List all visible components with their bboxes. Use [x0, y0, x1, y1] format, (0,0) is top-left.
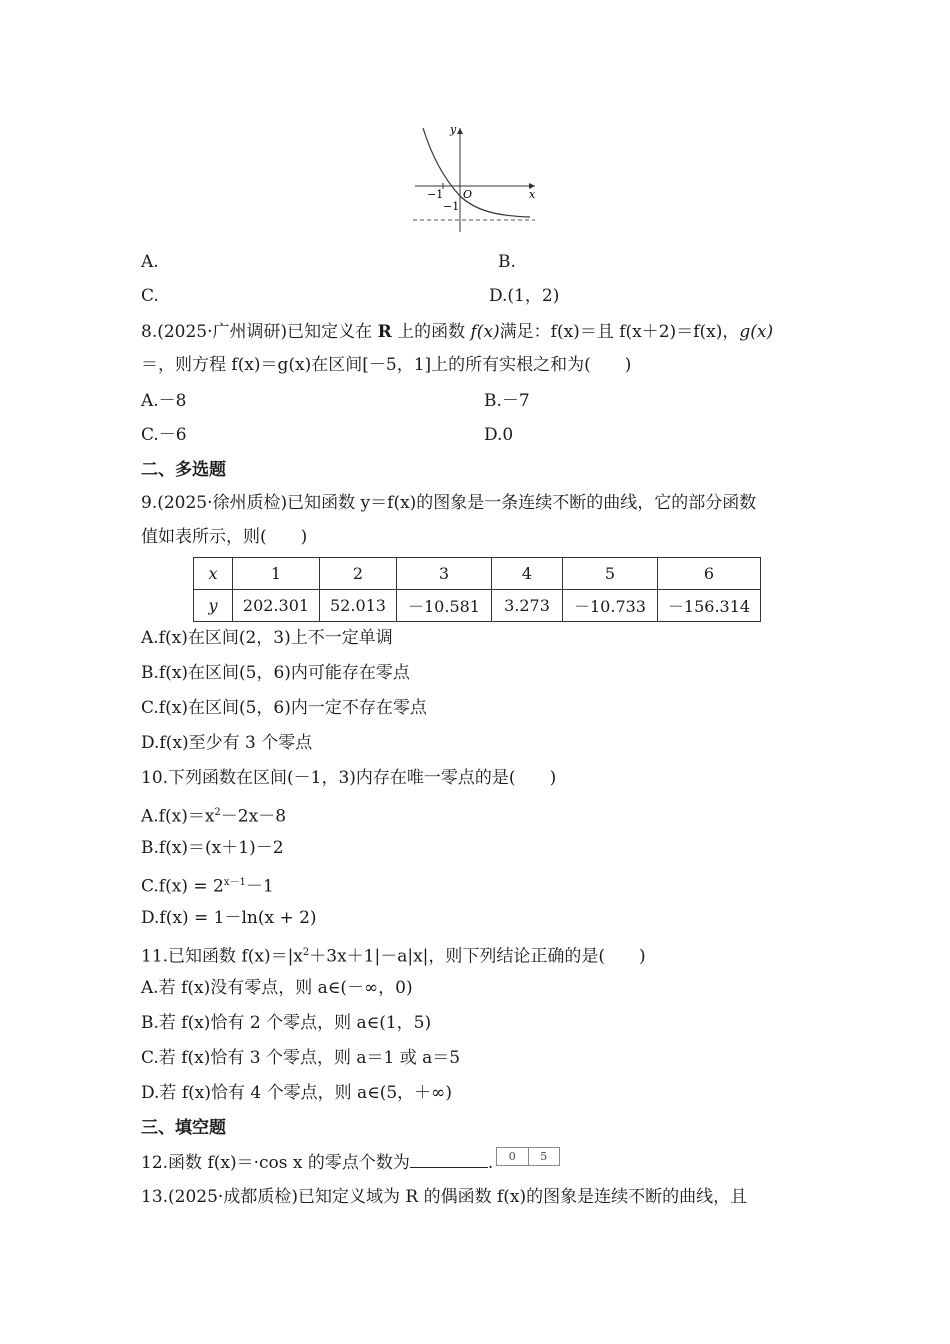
- section-heading-multiple-choice: 二、多选题: [141, 460, 226, 480]
- q10-a-post: －2x－8: [220, 806, 287, 827]
- q10-a-sup: 2: [214, 807, 221, 818]
- q11-stem-post: ＋3x＋1|－a|x|，则下列结论正确的是( ): [309, 946, 646, 967]
- table-row: [194, 590, 761, 622]
- q11-option-c: C.若 f(x)恰有 3 个零点，则 a＝1 或 a＝5: [141, 1048, 461, 1068]
- q9-option-c: C.f(x)在区间(5，6)内一定不存在零点: [141, 698, 427, 718]
- neg-one-y-label: −1: [443, 200, 460, 213]
- curve: [423, 128, 530, 217]
- q13-stem-line1: 13.(2025·成都质检)已知定义域为 R 的偶函数 f(x)的图象是连续不断的曲线，且: [141, 1187, 748, 1207]
- score-box: [496, 1147, 560, 1166]
- q9-option-d: D.f(x)至少有 3 个零点: [141, 733, 313, 753]
- q8-option-d: D.0: [484, 425, 514, 445]
- q10-c-pre: C.f(x) = 2: [141, 876, 224, 897]
- table-cell: 3: [397, 558, 492, 590]
- table-cell: 1: [233, 558, 320, 590]
- q10-option-d: D.f(x) = 1－ln(x + 2): [141, 908, 317, 928]
- q10-option-c: [141, 872, 274, 898]
- y-axis-label: y: [450, 123, 457, 136]
- q8-option-b: B.－7: [484, 391, 530, 411]
- table-cell: 4: [492, 558, 563, 590]
- q10-stem: 10.下列函数在区间(－1，3)内存在唯一零点的是( ): [141, 768, 557, 788]
- q7-option-b: B.: [498, 252, 516, 272]
- table-cell: 202.301: [233, 590, 320, 622]
- table-cell: 52.013: [320, 590, 397, 622]
- y-axis-arrow: [457, 128, 463, 134]
- q10-a-pre: A.f(x)＝x: [141, 806, 215, 827]
- table-row: [194, 558, 761, 590]
- table-header-x: x: [194, 558, 233, 590]
- q9-stem-line1: 9.(2025·徐州质检)已知函数 y＝f(x)的图象是一条连续不断的曲线，它的部分函数: [141, 493, 757, 513]
- table-cell: －10.581: [397, 590, 492, 622]
- table-cell: －10.733: [563, 590, 658, 622]
- q11-stem-pre: 11.已知函数 f(x)＝|x: [141, 946, 303, 967]
- q7-option-d: D.(1，2): [489, 286, 560, 306]
- q8-fx: f(x): [470, 322, 500, 342]
- q8-after-fx: 满足：: [499, 322, 551, 342]
- q8-gx: g(x): [739, 322, 774, 342]
- answer-blank[interactable]: [410, 1151, 488, 1168]
- function-graph: [405, 120, 545, 240]
- q7-option-a: A.: [141, 252, 159, 272]
- score-left: 0: [508, 1150, 516, 1163]
- q9-stem-line2: 值如表所示，则( ): [141, 527, 308, 547]
- table-cell: －156.314: [658, 590, 761, 622]
- q8-stem-line2: ＝，则方程 f(x)＝g(x)在区间[－5，1]上的所有实根之和为( ): [141, 355, 632, 375]
- table-header-y: y: [194, 590, 233, 622]
- q9-value-table: [193, 557, 761, 622]
- q8-rest1: f(x)＝且: [550, 322, 620, 342]
- q11-option-d: D.若 f(x)恰有 4 个零点，则 a∈(5，＋∞): [141, 1083, 452, 1103]
- q8-real-set: R: [377, 322, 392, 342]
- q12-end: .: [487, 1153, 494, 1173]
- q8-prefix: 8.(2025·广州调研)已知定义在: [141, 322, 378, 342]
- q11-stem: [141, 942, 646, 968]
- q12-stem: [141, 1151, 493, 1174]
- q8-option-c: C.－6: [141, 425, 187, 445]
- q11-option-a: A.若 f(x)没有零点，则 a∈(－∞，0): [141, 978, 413, 998]
- q10-c-post: －1: [245, 876, 274, 897]
- score-right: 5: [528, 1148, 560, 1165]
- q10-option-a: [141, 802, 286, 828]
- neg-one-x-label: −1: [427, 188, 444, 201]
- table-cell: 3.273: [492, 590, 563, 622]
- q10-option-b: B.f(x)＝(x＋1)－2: [141, 838, 284, 858]
- q8-stem-line1: [141, 321, 773, 343]
- q7-option-c: C.: [141, 286, 159, 306]
- q11-stem-sup: 2: [302, 947, 310, 958]
- q8-mid: 上的函数: [391, 322, 471, 342]
- x-axis-label: x: [529, 188, 536, 201]
- table-cell: 6: [658, 558, 761, 590]
- q11-option-b: B.若 f(x)恰有 2 个零点，则 a∈(1，5): [141, 1013, 432, 1033]
- q8-option-a: A.－8: [141, 391, 187, 411]
- table-cell: 5: [563, 558, 658, 590]
- section-heading-fill-in: 三、填空题: [141, 1118, 226, 1138]
- q9-option-b: B.f(x)在区间(5，6)内可能存在零点: [141, 663, 410, 683]
- q9-option-a: A.f(x)在区间(2，3)上不一定单调: [141, 628, 393, 648]
- origin-label: O: [463, 188, 473, 201]
- q10-c-sup: x－1: [223, 877, 246, 888]
- q8-rest2: f(x＋2)＝f(x)，: [619, 322, 740, 342]
- table-cell: 2: [320, 558, 397, 590]
- q12-stem-text: 12.函数 f(x)＝·cos x 的零点个数为: [141, 1153, 410, 1173]
